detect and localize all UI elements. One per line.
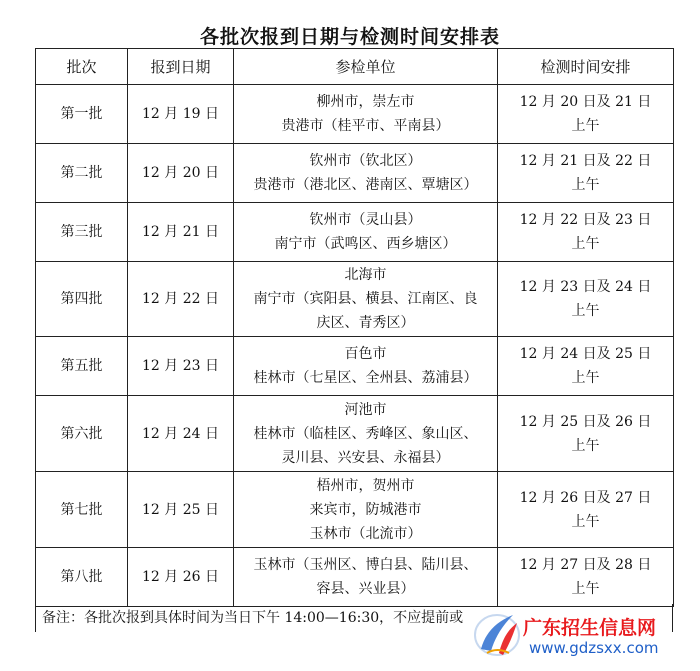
batch-cell: 第三批 xyxy=(36,203,128,262)
header-time: 检测时间安排 xyxy=(498,49,674,85)
table-header-row xyxy=(36,49,674,85)
time-cell xyxy=(498,548,674,607)
site-logo-icon xyxy=(469,607,523,661)
page-title: 各批次报到日期与检测时间安排表 xyxy=(199,26,500,48)
batch-cell: 第二批 xyxy=(36,144,128,203)
unit-line: 北海市 xyxy=(344,267,387,283)
time-line: 12 月 24 日及 25 日 xyxy=(519,346,652,362)
unit-line: 玉林市（北流市） xyxy=(309,525,422,542)
date-cell: 12 月 19 日 xyxy=(128,85,234,144)
unit-line: 贵港市（桂平市、平南县） xyxy=(281,118,450,134)
units-cell xyxy=(234,85,498,144)
table-row xyxy=(36,203,674,262)
time-line: 12 月 23 日及 24 日 xyxy=(519,279,652,295)
time-line: 上午 xyxy=(571,581,600,597)
time-line: 上午 xyxy=(571,437,600,454)
unit-line: 南宁市（宾阳县、横县、江南区、良 xyxy=(253,291,478,307)
units-cell xyxy=(234,262,498,337)
date-cell: 12 月 21 日 xyxy=(128,203,234,262)
unit-line: 容县、兴业县） xyxy=(316,581,415,597)
time-line: 12 月 21 日及 22 日 xyxy=(519,153,652,169)
time-cell xyxy=(498,203,674,262)
site-watermark xyxy=(467,603,692,665)
remark-note: 备注：各批次报到具体时间为当日下午 14:00—16:30，不应提前或 xyxy=(35,604,673,632)
time-line: 上午 xyxy=(571,236,600,252)
units-cell xyxy=(234,337,498,396)
date-cell: 12 月 20 日 xyxy=(128,144,234,203)
table-row xyxy=(36,262,674,337)
unit-line: 河池市 xyxy=(344,401,387,418)
time-cell xyxy=(498,396,674,472)
batch-cell: 第七批 xyxy=(36,472,128,548)
time-line: 上午 xyxy=(571,118,600,134)
watermark-title: 广东招生信息网 xyxy=(523,617,657,639)
unit-line: 梧州市，贺州市 xyxy=(316,477,415,494)
time-line: 12 月 25 日及 26 日 xyxy=(519,413,652,430)
unit-line: 桂林市（临桂区、秀峰区、象山区、 xyxy=(253,425,478,442)
time-line: 上午 xyxy=(571,513,600,530)
unit-line: 来宾市，防城港市 xyxy=(309,501,422,518)
table-row xyxy=(36,396,674,472)
unit-line: 灵川县、兴安县、永福县） xyxy=(281,449,450,466)
units-cell xyxy=(234,203,498,262)
time-line: 上午 xyxy=(571,177,600,193)
header-units: 参检单位 xyxy=(234,49,498,85)
time-line: 12 月 22 日及 23 日 xyxy=(519,212,652,228)
time-line: 上午 xyxy=(571,303,600,319)
time-cell xyxy=(498,85,674,144)
time-line: 12 月 27 日及 28 日 xyxy=(519,557,652,573)
watermark-url: www.gdzsxx.com xyxy=(529,639,659,657)
date-cell: 12 月 23 日 xyxy=(128,337,234,396)
units-cell xyxy=(234,144,498,203)
time-line: 上午 xyxy=(571,370,600,386)
units-cell xyxy=(234,548,498,607)
batch-cell: 第四批 xyxy=(36,262,128,337)
date-cell: 12 月 25 日 xyxy=(128,472,234,548)
unit-line: 玉林市（玉州区、博白县、陆川县、 xyxy=(253,557,478,573)
unit-line: 钦州市（灵山县） xyxy=(309,212,422,228)
date-cell: 12 月 22 日 xyxy=(128,262,234,337)
time-cell xyxy=(498,337,674,396)
time-cell xyxy=(498,144,674,203)
date-cell: 12 月 26 日 xyxy=(128,548,234,607)
unit-line: 贵港市（港北区、港南区、覃塘区） xyxy=(253,177,478,193)
unit-line: 百色市 xyxy=(344,346,387,362)
table-row xyxy=(36,472,674,548)
table-row xyxy=(36,337,674,396)
date-cell: 12 月 24 日 xyxy=(128,396,234,472)
time-cell xyxy=(498,262,674,337)
table-row xyxy=(36,144,674,203)
batch-cell: 第五批 xyxy=(36,337,128,396)
time-line: 12 月 20 日及 21 日 xyxy=(519,94,652,110)
unit-line: 钦州市（钦北区） xyxy=(309,153,422,169)
table-row xyxy=(36,548,674,607)
unit-line: 柳州市，崇左市 xyxy=(316,94,415,110)
unit-line: 南宁市（武鸣区、西乡塘区） xyxy=(274,236,457,252)
units-cell xyxy=(234,472,498,548)
schedule-table xyxy=(35,48,674,607)
batch-cell: 第六批 xyxy=(36,396,128,472)
header-date: 报到日期 xyxy=(128,49,234,85)
units-cell xyxy=(234,396,498,472)
time-line: 12 月 26 日及 27 日 xyxy=(519,489,652,506)
batch-cell: 第八批 xyxy=(36,548,128,607)
table-row xyxy=(36,85,674,144)
unit-line: 桂林市（七星区、全州县、荔浦县） xyxy=(253,370,478,386)
batch-cell: 第一批 xyxy=(36,85,128,144)
unit-line: 庆区、青秀区） xyxy=(316,315,415,331)
header-batch: 批次 xyxy=(36,49,128,85)
time-cell xyxy=(498,472,674,548)
